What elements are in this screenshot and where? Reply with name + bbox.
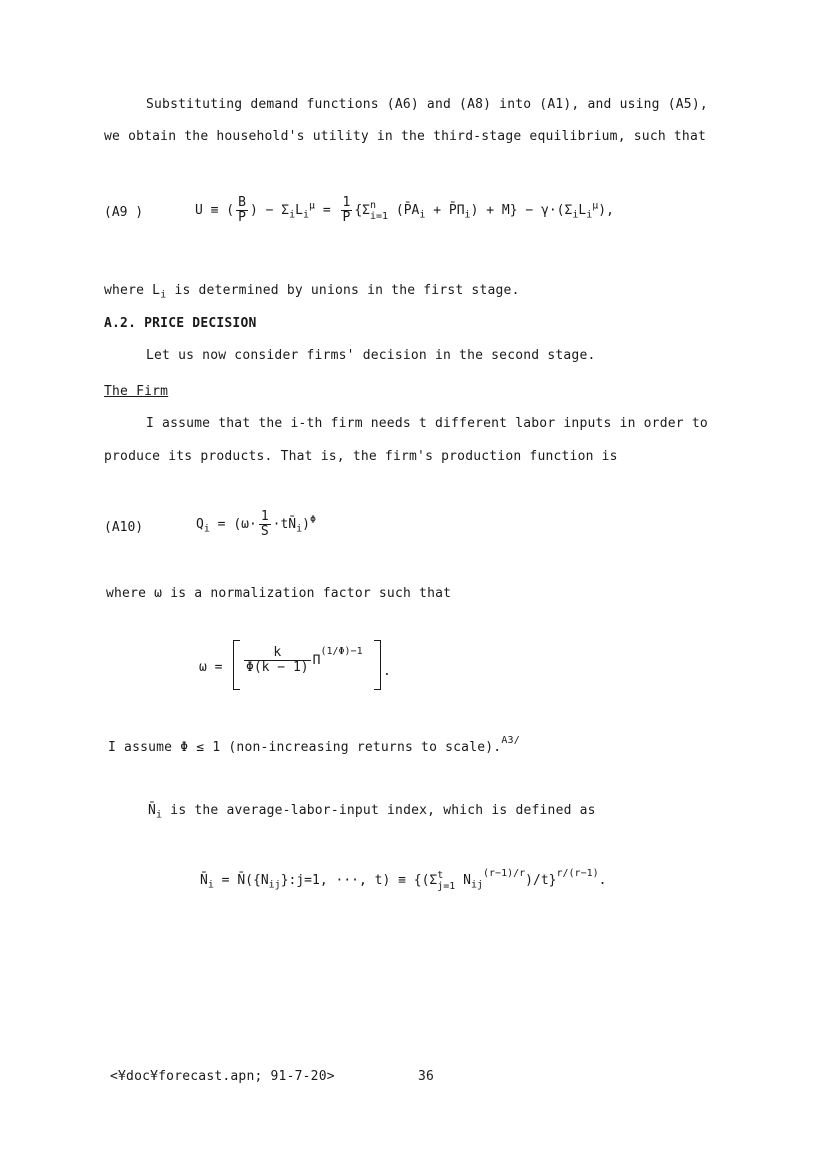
omega-end: . <box>383 664 391 679</box>
a9-tail: ) + M} − γ·(Σ <box>470 203 573 218</box>
a9-sup-mu: μ <box>309 200 316 212</box>
a10-frac-den: S <box>260 524 269 539</box>
paragraph-2 <box>104 283 520 301</box>
p2-text: where L <box>104 283 161 298</box>
a9-sub: i <box>572 209 579 221</box>
nidx-mid: }:j=1, ···, t) ≡ {(Σ <box>280 873 438 888</box>
a9-mid: ) − Σ <box>249 203 290 218</box>
a9-sum: {Σ <box>354 203 370 218</box>
nidx-lhs: N̄ <box>200 873 208 888</box>
a10-lhs: Q <box>196 517 204 532</box>
nidx-sum-limits <box>437 870 455 892</box>
a9-sum-limits <box>370 200 388 222</box>
a9-sub: i <box>586 209 593 221</box>
a10-eq: = (ω· <box>209 517 257 532</box>
equation-a10-label: (A10) <box>104 520 144 535</box>
a9-frac-num: 1 <box>342 195 351 210</box>
p7-rest: is the average-labor-input index, which is defined as <box>162 803 596 818</box>
nidx-sub2: ij <box>268 879 281 891</box>
a9-fraction-b-over-p <box>236 196 248 225</box>
omega-pi: Π <box>312 653 321 668</box>
footer-file: <¥doc¥forecast.apn; 91-7-20> <box>110 1069 335 1084</box>
a9-L2: L <box>578 203 587 218</box>
p6-footnote: A3/ <box>501 735 520 746</box>
a10-fraction <box>259 510 271 539</box>
omega-frac-den: Φ(k − 1) <box>246 660 309 675</box>
a9-eq: = <box>315 203 339 218</box>
paragraph-7 <box>148 803 596 821</box>
a9-sub: i <box>464 209 471 221</box>
nidx-end: . <box>598 873 607 888</box>
nidx-sub: i <box>207 879 214 891</box>
a10-close: ) <box>302 517 310 532</box>
page-number: 36 <box>418 1069 435 1084</box>
omega-lhs: ω = <box>199 660 223 675</box>
a10-sub: i <box>203 523 210 535</box>
a10-frac-num: 1 <box>260 509 269 524</box>
a9-L: L <box>295 203 303 218</box>
a9-frac-den: P <box>342 210 351 225</box>
a9-plus: + P̄Π <box>425 203 465 218</box>
omega-exp: (1/Φ)−1 <box>320 646 363 657</box>
a9-body: (P̄A <box>388 203 420 218</box>
omega-frac-num: k <box>244 646 311 661</box>
a9-end: ), <box>598 203 614 218</box>
p7-nbar-sub: i <box>156 809 163 821</box>
equation-a10 <box>196 510 316 539</box>
p6-text: I assume Φ ≤ 1 (non-increasing returns to scale). <box>108 740 502 755</box>
p2-sub: i <box>160 289 167 301</box>
paragraph-4-line-2: produce its products. That is, the firm's production function is <box>104 449 618 464</box>
nidx-t: )/t} <box>525 873 557 888</box>
nidx-body: = N̄({N <box>213 873 269 888</box>
nidx-N: N <box>455 873 471 888</box>
a9-fraction-one-over-p <box>341 196 353 225</box>
a9-sum-lower: i=1 <box>370 210 389 222</box>
equation-a9 <box>195 196 614 225</box>
a9-frac-den: P <box>238 210 246 225</box>
a9-sup-mu: μ <box>592 200 599 212</box>
nidx-sum-lower: j=1 <box>437 880 456 892</box>
equation-n-index <box>200 868 606 892</box>
paragraph-4-line-1: I assume that the i-th firm needs t different labor inputs in order to <box>146 416 708 431</box>
omega-body <box>242 646 363 675</box>
paragraph-5: where ω is a normalization factor such that <box>106 586 452 601</box>
a10-body: ·tN̄ <box>272 517 297 532</box>
nidx-sum-upper: t <box>437 869 444 881</box>
section-heading: A.2. PRICE DECISION <box>104 316 257 331</box>
a9-sum-upper: n <box>370 199 377 211</box>
nidx-exp: (r−1)/r <box>483 868 526 879</box>
a10-sub2: i <box>296 523 303 535</box>
omega-left-bracket <box>233 640 240 690</box>
paragraph-6 <box>108 735 520 755</box>
paragraph-3: Let us now consider firms' decision in the second stage. <box>146 348 596 363</box>
a9-sub: i <box>419 209 426 221</box>
p7-nbar: N̄ <box>148 803 157 818</box>
equation-a9-label: (A9 ) <box>104 205 144 220</box>
nidx-exp2: r/(r−1) <box>556 868 599 879</box>
omega-fraction <box>244 646 311 675</box>
omega-right-bracket <box>374 640 381 690</box>
a9-lhs: U ≡ ( <box>195 203 235 218</box>
nidx-sub4: ij <box>470 879 484 891</box>
a9-sub: i <box>302 209 309 221</box>
paragraph-1-line-2: we obtain the household's utility in the third-stage equilibrium, such that <box>104 129 706 144</box>
subsection-heading: The Firm <box>104 384 169 399</box>
a10-sup-phi: Φ <box>310 514 317 526</box>
p2-rest: is determined by unions in the first stage. <box>166 283 520 298</box>
a9-frac-num: B <box>238 195 246 210</box>
paragraph-1-line-1: Substituting demand functions (A6) and (A8) into (A1), and using (A5), <box>146 97 708 112</box>
a9-sub: i <box>289 209 296 221</box>
